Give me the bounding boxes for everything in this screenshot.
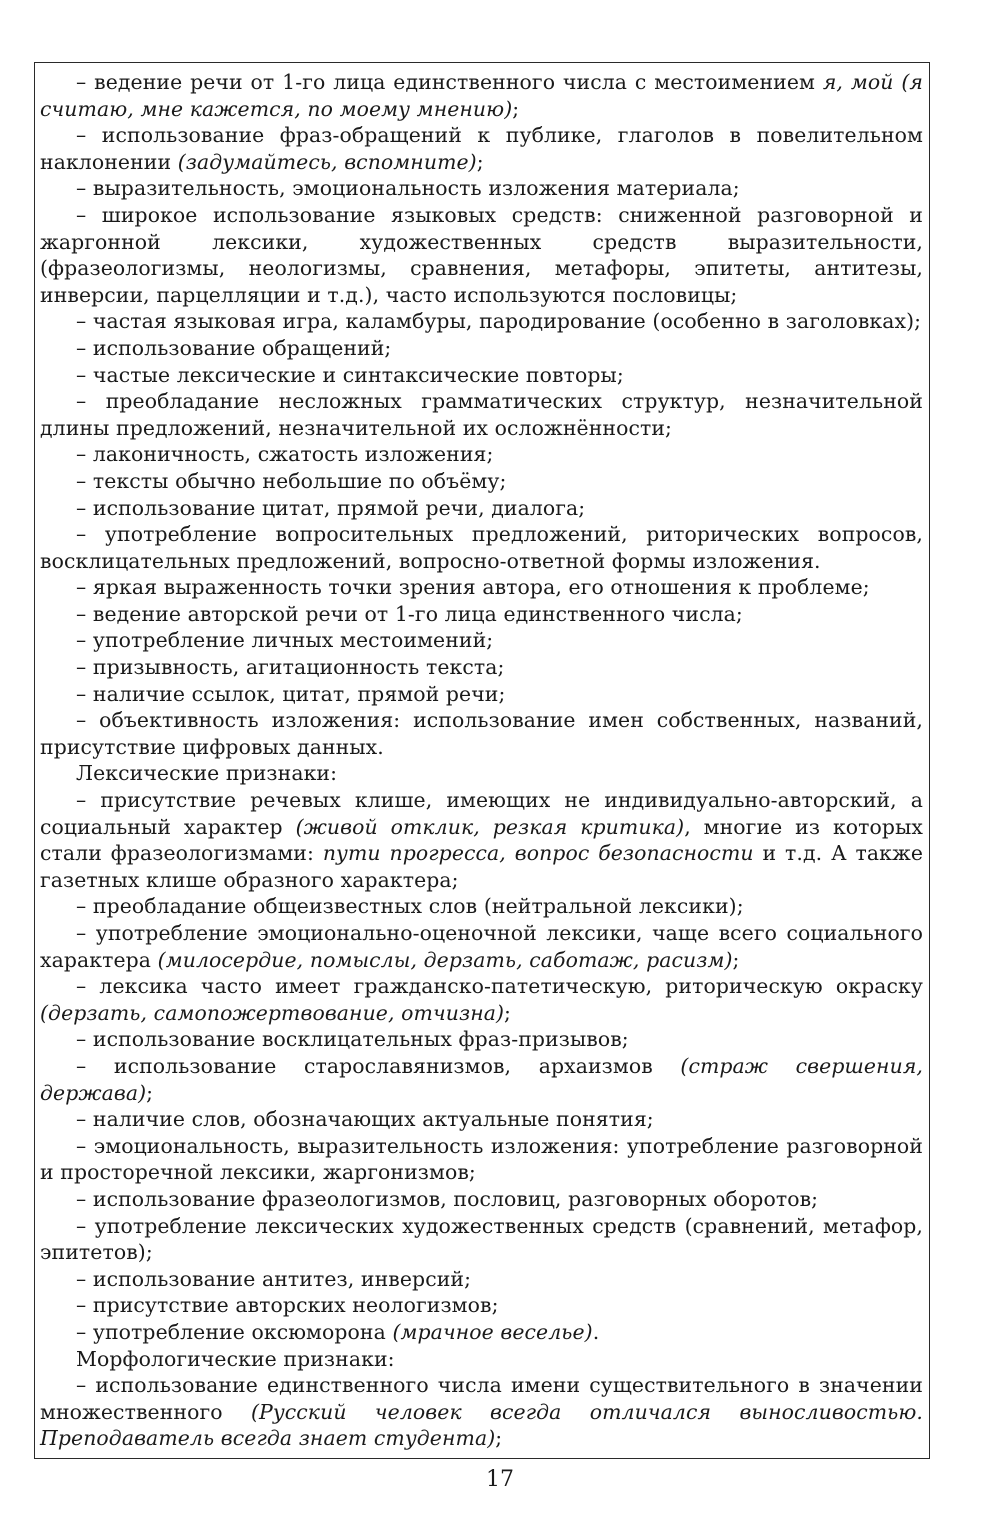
paragraph xyxy=(40,1213,923,1266)
italic-example: (живой отклик, резкая критика) xyxy=(295,814,685,839)
text-run: – эмоциональность, выразительность изложения: употребление разговорной и просторечной лексики, жаргонизмов; xyxy=(40,1133,923,1185)
paragraph xyxy=(40,654,923,681)
paragraph xyxy=(40,1186,923,1213)
paragraph xyxy=(40,175,923,202)
text-run: – ведение авторской речи от 1-го лица единственного числа; xyxy=(76,601,743,626)
text-run: – употребление оксюморона xyxy=(76,1319,393,1344)
text-run: ; xyxy=(512,96,520,121)
text-run: – использование старославянизмов, архаизмов xyxy=(76,1053,681,1078)
paragraph xyxy=(40,1319,923,1346)
text-run: Морфологические признаки: xyxy=(76,1346,395,1371)
paragraph xyxy=(40,601,923,628)
text-run: – яркая выраженность точки зрения автора, его отношения к проблеме; xyxy=(76,575,870,600)
text-run: Лексические признаки: xyxy=(76,761,338,786)
italic-example: (задумайтесь, вспомните) xyxy=(177,149,477,174)
body-text xyxy=(40,69,923,1452)
paragraph xyxy=(40,1106,923,1133)
text-run: – употребление личных местоимений; xyxy=(76,628,494,653)
italic-example: (дерзать, самопожертвование, отчизна) xyxy=(40,1000,505,1025)
italic-example: я, мой (я считаю, мне кажется, по моему мнению) xyxy=(40,70,923,121)
text-run: – преобладание общеизвестных слов (нейтральной лексики); xyxy=(76,894,744,919)
text-run: – лаконичность, сжатость изложения; xyxy=(76,442,494,467)
paragraph xyxy=(40,122,923,175)
text-run: – использование фраз-обращений к публике, глаголов в повелительном наклонении xyxy=(40,123,923,174)
text-run: – преобладание несложных грамматических структур, незначительной длины предложений, незначительной их осложнённости; xyxy=(40,389,923,440)
text-run: . xyxy=(592,1319,600,1344)
text-run: – лексика часто имеет гражданско-патетическую, риторическую окраску xyxy=(76,974,923,999)
text-run: – призывность, агитационность текста; xyxy=(76,655,505,680)
text-run: – тексты обычно небольшие по объёму; xyxy=(76,468,507,493)
paragraph xyxy=(40,308,923,335)
text-run: – ведение речи от 1-го лица единственного числа с местоимением xyxy=(76,70,823,94)
text-run: , многие из которых стали фразеологизмами: xyxy=(40,814,924,866)
paragraph xyxy=(40,973,923,1026)
text-run: – наличие ссылок, цитат, прямой речи; xyxy=(76,681,506,706)
text-run: ; xyxy=(732,947,740,972)
italic-example: пути прогресса, вопрос безопасности xyxy=(322,841,754,866)
italic-example: (страж свершения, держава) xyxy=(40,1053,924,1105)
paragraph xyxy=(40,760,923,787)
paragraph xyxy=(40,707,923,760)
text-run: – частая языковая игра, каламбуры, пародирование (особенно в заголовках); xyxy=(76,309,922,334)
text-run: ; xyxy=(504,1000,512,1025)
paragraph xyxy=(40,627,923,654)
text-run: и т.д. А также газетных клише образного характера; xyxy=(40,841,923,892)
paragraph xyxy=(40,335,923,362)
paragraph xyxy=(40,202,923,308)
paragraph xyxy=(40,1292,923,1319)
paragraph xyxy=(40,1026,923,1053)
paragraph xyxy=(40,521,923,574)
text-run: – использование восклицательных фраз-призывов; xyxy=(76,1027,629,1052)
text-run: – использование единственного числа имени существительного в значении множественного xyxy=(40,1373,923,1424)
paragraph xyxy=(40,787,923,893)
paragraph xyxy=(40,388,923,441)
text-run: – выразительность, эмоциональность изложения материала; xyxy=(76,176,740,201)
italic-example: (мрачное веселье) xyxy=(392,1319,593,1344)
paragraph xyxy=(40,495,923,522)
paragraph xyxy=(40,1346,923,1373)
text-run: ; xyxy=(476,149,484,174)
text-run: – частые лексические и синтаксические повторы; xyxy=(76,362,624,387)
paragraph xyxy=(40,69,923,122)
paragraph xyxy=(40,468,923,495)
paragraph xyxy=(40,1133,923,1186)
text-run: – присутствие авторских неологизмов; xyxy=(76,1293,499,1318)
text-run: – использование антитез, инверсий; xyxy=(76,1266,472,1291)
paragraph xyxy=(40,893,923,920)
text-run: – употребление вопросительных предложений, риторических вопросов, восклицательных предложений, вопросно-ответной формы изложения. xyxy=(40,522,923,573)
text-run: – объективность изложения: использование имен собственных, названий, присутствие цифровых данных. xyxy=(40,708,923,759)
paragraph xyxy=(40,1372,923,1452)
text-run: – использование цитат, прямой речи, диалога; xyxy=(76,495,586,520)
paragraph xyxy=(40,681,923,708)
italic-example: (Русский человек всегда отличался выносливостью. Преподаватель всегда знает студента) xyxy=(40,1399,924,1451)
text-run: ; xyxy=(495,1426,503,1451)
page-number: 17 xyxy=(486,1467,514,1492)
text-run: ; xyxy=(146,1080,154,1105)
text-run: – употребление лексических художественных средств (сравнений, метафор, эпитетов); xyxy=(40,1213,923,1265)
paragraph xyxy=(40,920,923,973)
paragraph xyxy=(40,574,923,601)
text-run: – использование обращений; xyxy=(76,335,392,360)
text-run: – наличие слов, обозначающих актуальные понятия; xyxy=(76,1107,654,1132)
italic-example: (милосердие, помыслы, дерзать, саботаж, расизм) xyxy=(157,947,733,972)
text-run: – употребление эмоционально-оценочной лексики, чаще всего социального характера xyxy=(40,921,923,972)
paragraph xyxy=(40,441,923,468)
text-run: – использование фразеологизмов, пословиц, разговорных оборотов; xyxy=(76,1186,819,1211)
text-run: – присутствие речевых клише, имеющих не индивидуально-авторский, а социальный характер xyxy=(40,788,923,839)
paragraph xyxy=(40,362,923,389)
text-run: – широкое использование языковых средств: сниженной разговорной и жаргонной лексики, художественных средств выразительности, (фразеологизмы, неологизмы, сравнения, метафоры, эпитеты, антитезы, инверсии, парцелляции и т.д.), часто используются пословицы; xyxy=(40,202,923,307)
paragraph xyxy=(40,1053,923,1106)
paragraph xyxy=(40,1266,923,1293)
